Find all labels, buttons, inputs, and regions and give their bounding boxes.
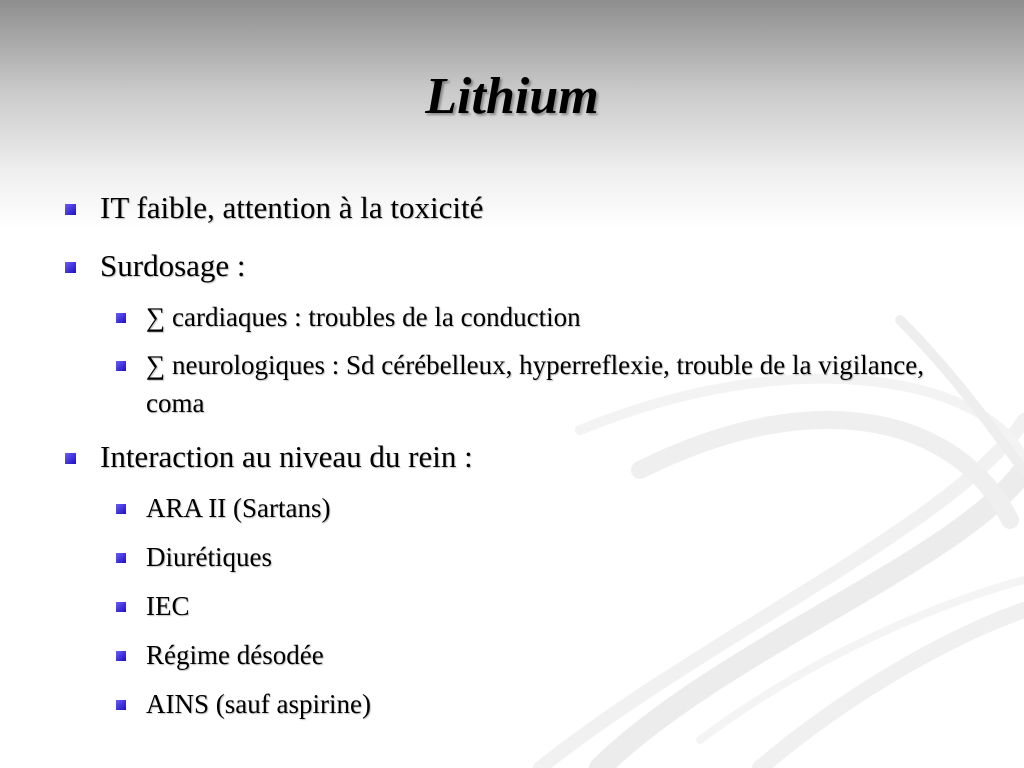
square-bullet-icon <box>65 453 76 464</box>
bullet-item <box>62 246 962 286</box>
sub-bullet-text: IEC <box>146 591 190 621</box>
sub-bullet-text: ∑ cardiaques : troubles de la conduction <box>146 302 581 332</box>
square-bullet-icon <box>116 602 126 612</box>
sub-bullet-text: AINS (sauf aspirine) <box>146 689 371 719</box>
bullet-item <box>62 437 962 477</box>
sub-bullet-item <box>116 489 962 527</box>
square-bullet-icon <box>65 262 76 273</box>
slide-title: Lithium <box>425 68 599 125</box>
bullet-list <box>62 188 962 723</box>
sub-bullet-item <box>116 538 962 576</box>
sub-bullet-text: Régime désodée <box>146 640 324 670</box>
square-bullet-icon <box>116 651 126 661</box>
sub-bullet-item <box>116 685 962 723</box>
bullet-text: Surdosage : <box>100 248 246 283</box>
sub-bullet-item <box>116 587 962 625</box>
square-bullet-icon <box>116 700 126 710</box>
square-bullet-icon <box>116 361 126 371</box>
bullet-text: Interaction au niveau du rein : <box>100 439 473 474</box>
bullet-item <box>62 188 962 228</box>
square-bullet-icon <box>116 504 126 514</box>
sub-bullet-text: ARA II (Sartans) <box>146 493 331 523</box>
square-bullet-icon <box>116 553 126 563</box>
square-bullet-icon <box>116 313 126 323</box>
sub-bullet-item <box>116 298 962 336</box>
bullet-text: IT faible, attention à la toxicité <box>100 190 484 225</box>
sub-bullet-item <box>116 346 976 422</box>
sub-bullet-item <box>116 636 962 674</box>
square-bullet-icon <box>65 204 76 215</box>
sub-bullet-text: Diurétiques <box>146 542 272 572</box>
sub-bullet-text: ∑ neurologiques : Sd cérébelleux, hyperreflexie, trouble de la vigilance, coma <box>146 350 924 418</box>
